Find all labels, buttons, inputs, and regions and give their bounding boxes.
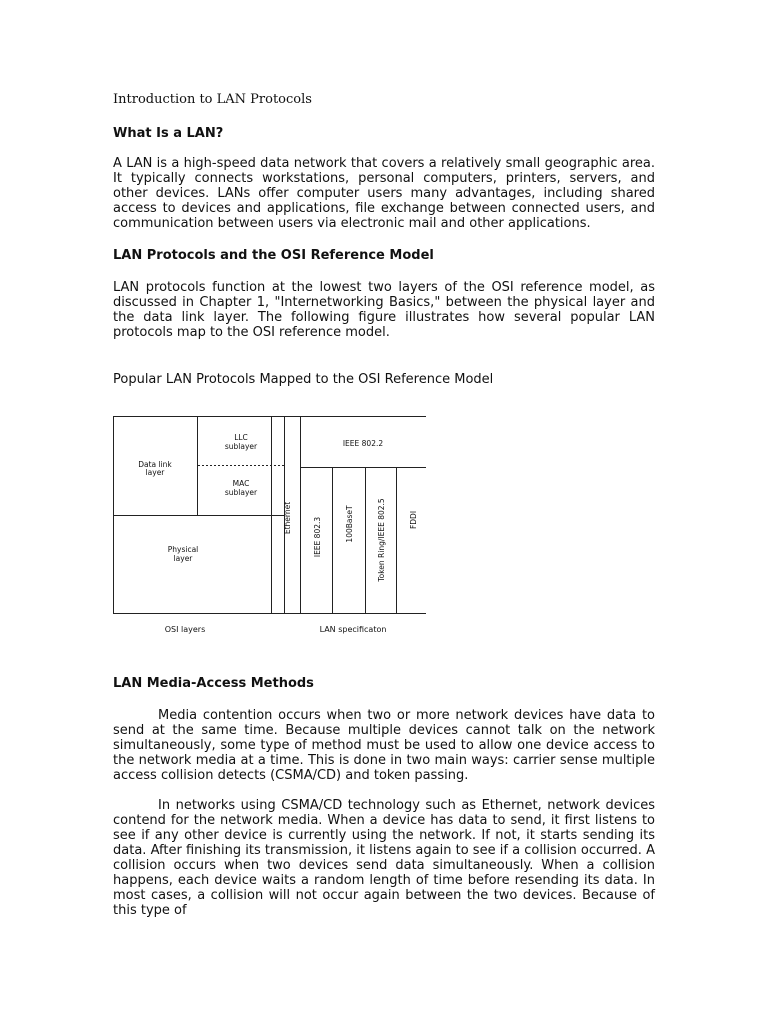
llc-sublayer-label-2: sublayer: [224, 442, 258, 451]
osi-lan-diagram: [113, 410, 433, 638]
token-ring-label: Token Ring/IEEE 802.5: [377, 498, 386, 582]
osi-layers-label: OSI layers: [164, 625, 206, 634]
lan-specification-label: LAN specificaton: [319, 625, 387, 634]
data-link-layer-label-1: Data link: [138, 460, 172, 469]
section-heading-osi-model: LAN Protocols and the OSI Reference Model: [113, 248, 434, 263]
fddi-label: FDDI: [409, 510, 418, 530]
paragraph-what-is-lan: A LAN is a high-speed data network that covers a relatively small geographic area. It typically connects workstations, personal computers, printers, servers, and other devices. LANs offer computer users many advantages, including shared access to devices and applications, file exchange between connected users, and communication between users via electronic mail and other applications.: [113, 156, 655, 231]
llc-sublayer-label-1: LLC: [234, 433, 248, 442]
paragraph-osi-model: LAN protocols function at the lowest two layers of the OSI reference model, as discussed in Chapter 1, "Internetworking Basics," between the physical layer and the data link layer. The following figure illustrates how several popular LAN protocols map to the OSI reference model.: [113, 280, 655, 340]
physical-layer-label-1: Physical: [167, 545, 199, 554]
figure-caption: Popular LAN Protocols Mapped to the OSI Reference Model: [113, 372, 494, 387]
paragraph-csma-cd: In networks using CSMA/CD technology such as Ethernet, network devices contend for the network media. When a device has data to send, it first listens to see if any other device is currently using the network. If not, it starts sending its data. After finishing its transmission, it listens again to see if a collision occurred. A collision occurs when two devices send data simultaneously. When a collision happens, each device waits a random length of time before resending its data. In most cases, a collision will not occur again between the two devices. Because of this type of: [113, 798, 655, 918]
paragraph-media-contention: Media contention occurs when two or more network devices have data to send at the same time. Because multiple devices cannot talk on the network simultaneously, some type of method must be used to allow one device access to the network media at a time. This is done in two main ways: carrier sense multiple access collision detects (CSMA/CD) and token passing.: [113, 708, 655, 783]
section-heading-media-access: LAN Media-Access Methods: [113, 676, 314, 691]
ieee-802-3-label: IEEE 802.3: [313, 516, 322, 558]
document-title: Introduction to LAN Protocols: [113, 92, 312, 107]
section-heading-what-is-lan: What Is a LAN?: [113, 126, 224, 141]
data-link-layer-label-2: layer: [145, 468, 165, 477]
ieee-802-2-label: IEEE 802.2: [342, 439, 384, 448]
physical-layer-label-2: layer: [173, 554, 193, 563]
mac-sublayer-label-1: MAC: [232, 479, 250, 488]
mac-sublayer-label-2: sublayer: [224, 488, 258, 497]
ethernet-label: Ethernet: [283, 501, 292, 535]
100baset-label: 100BaseT: [345, 505, 354, 543]
